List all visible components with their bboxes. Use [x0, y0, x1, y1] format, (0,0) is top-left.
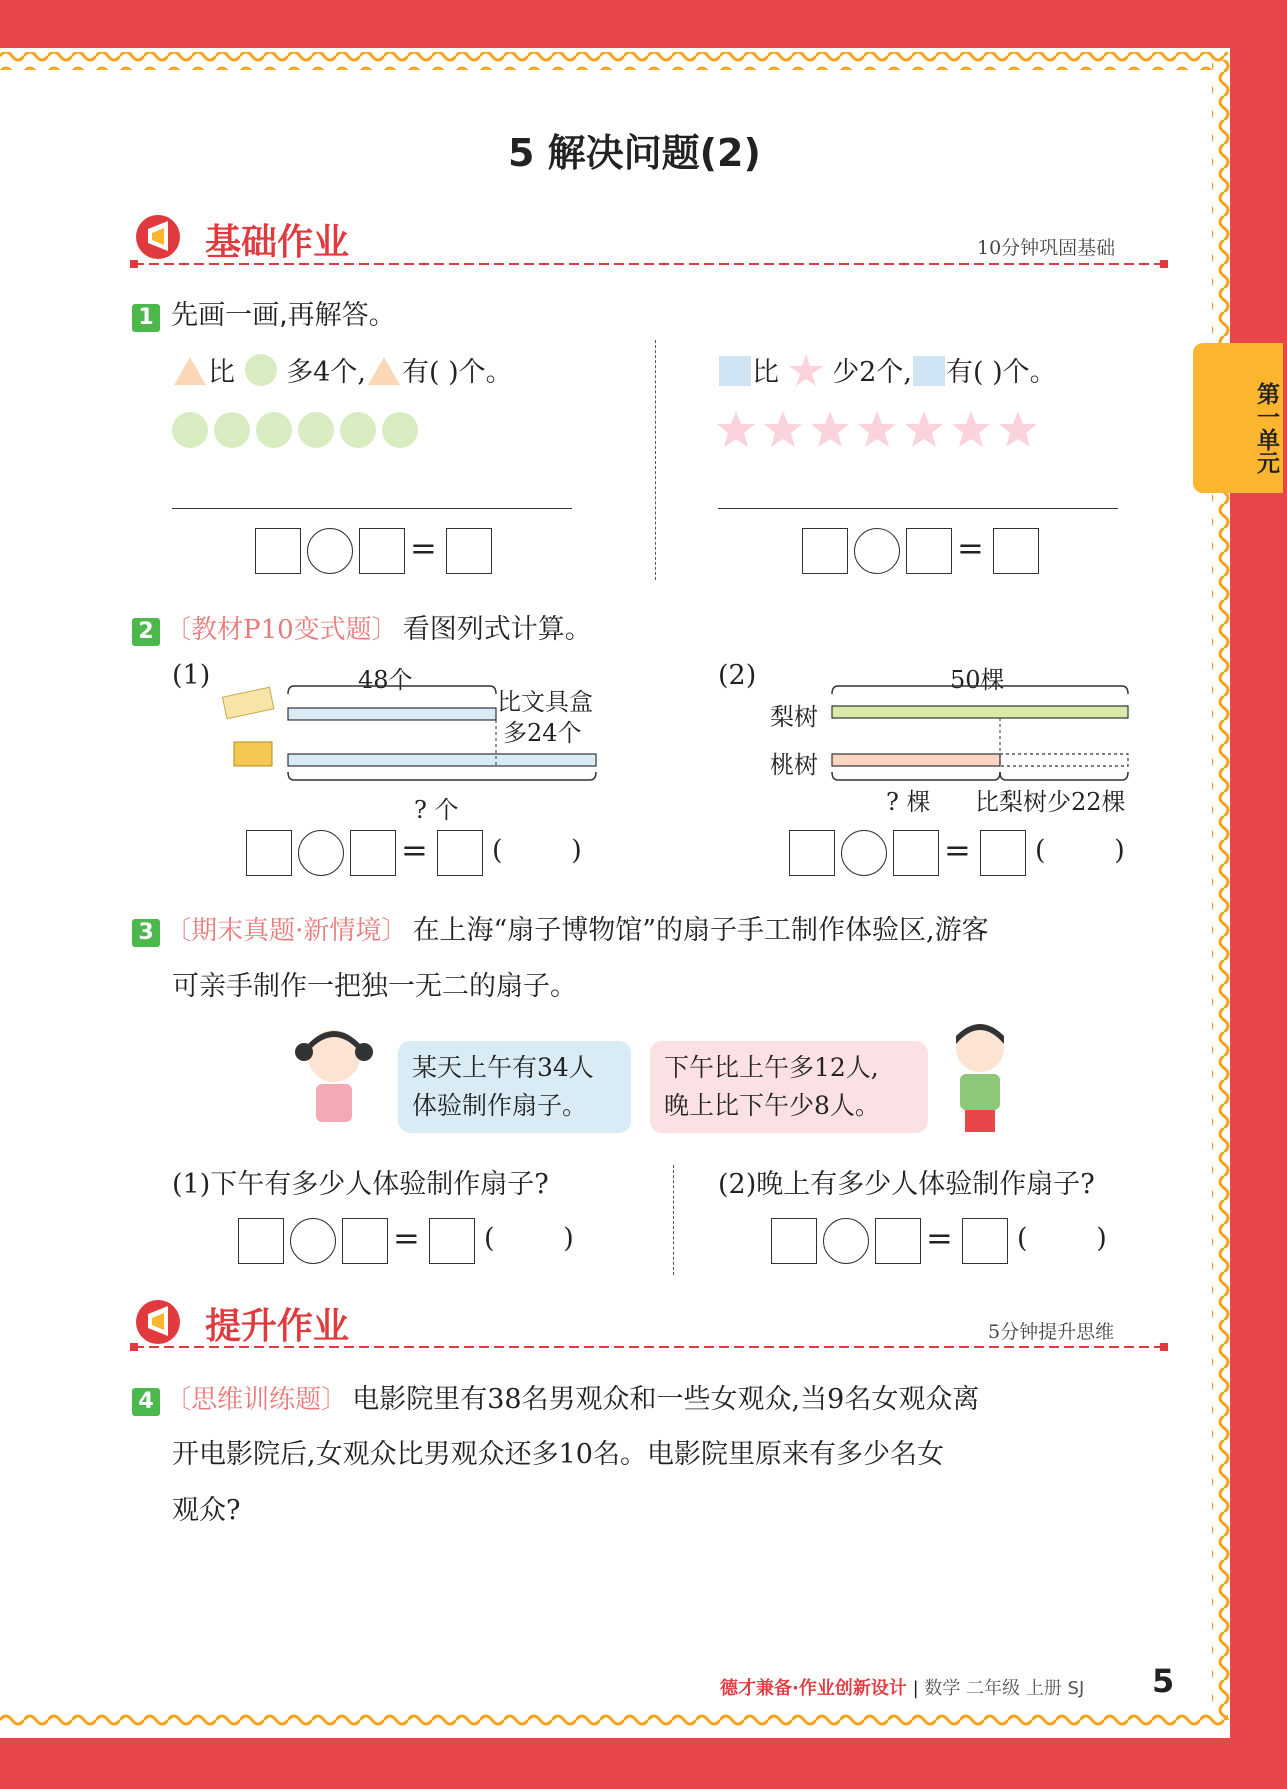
q3-tag: 〔期末真题·新情境〕 [165, 916, 408, 946]
answer-box[interactable] [238, 1218, 284, 1264]
answer-box[interactable] [893, 830, 939, 876]
square-icon [912, 355, 946, 387]
answer-box[interactable] [993, 528, 1039, 574]
answer-box[interactable] [255, 528, 301, 574]
sharpener-image [234, 742, 272, 766]
q2-part2-bottom-right: 比梨树少22棵 [975, 788, 1126, 816]
unit-tab: 第一单元 [1193, 343, 1283, 493]
q3-number: 3 [132, 919, 160, 947]
q2-tag: 〔教材P10变式题〕 [165, 615, 398, 645]
equals-sign: = [410, 529, 437, 567]
boy-illustration [945, 1018, 1015, 1138]
page-number: 5 [1152, 1662, 1175, 1700]
q1-right-drawing-line [718, 508, 1118, 509]
girl-illustration [290, 1022, 380, 1132]
bubble-right: 下午比上午多12人, 晚上比下午少8人。 [650, 1041, 928, 1133]
star-icon [788, 353, 824, 387]
q3-line2: 可亲手制作一把独一无二的扇子。 [172, 971, 577, 1002]
q2-part1-label: (1) [172, 660, 211, 691]
equals-sign: = [926, 1219, 953, 1257]
unit-paren[interactable]: ( ) [1035, 835, 1125, 866]
q4-line2: 开电影院后,女观众比男观众还多10名。电影院里原来有多少名女 [172, 1439, 944, 1470]
q1-prompt: 先画一画,再解答。 [171, 300, 396, 331]
operator-circle[interactable] [307, 528, 353, 574]
q1-left-statement: 比 多4个, 有( )个。 [172, 350, 513, 389]
q2-part2-label: (2) [718, 660, 757, 691]
bubble-left: 某天上午有34人 体验制作扇子。 [398, 1041, 631, 1133]
q2-part2-row2-label: 桃树 [770, 751, 818, 779]
star-shape [764, 411, 802, 447]
star-shape [999, 411, 1037, 447]
footer-info: 数学 二年级 上册 SJ [924, 1678, 1085, 1699]
q4-line1: 电影院里有38名男观众和一些女观众,当9名女观众离 [352, 1384, 980, 1415]
star-shape [905, 411, 943, 447]
section-divider [130, 258, 1170, 270]
q2-part1-side-2: 多24个 [503, 719, 582, 747]
answer-box[interactable] [350, 830, 396, 876]
operator-circle[interactable] [841, 830, 887, 876]
section-advanced-title: 提升作业 [205, 1306, 350, 1347]
operator-circle[interactable] [298, 830, 344, 876]
q2-part2-diagram [830, 680, 1130, 790]
q1-header [132, 293, 396, 332]
section-divider [130, 1341, 1170, 1353]
star-shape [952, 411, 990, 447]
circle-shape [256, 412, 292, 448]
circle-shape [382, 412, 418, 448]
circle-shape [298, 412, 334, 448]
answer-box[interactable] [342, 1218, 388, 1264]
section-advanced-subtitle: 5分钟提升思维 [988, 1321, 1115, 1343]
q1-divider [655, 340, 656, 580]
operator-circle[interactable] [290, 1218, 336, 1264]
q3-header [132, 908, 989, 947]
operator-circle[interactable] [854, 528, 900, 574]
footer-brand: 德才兼备·作业创新设计 [720, 1678, 907, 1699]
q3-sub1: (1)下午有多少人体验制作扇子? [172, 1169, 549, 1200]
triangle-icon [366, 355, 402, 387]
unit-paren[interactable]: ( ) [484, 1223, 574, 1254]
answer-box[interactable] [875, 1218, 921, 1264]
circle-shape [214, 412, 250, 448]
footer [720, 1674, 1084, 1700]
q3-divider [673, 1165, 674, 1275]
answer-box[interactable] [771, 1218, 817, 1264]
answer-box[interactable] [429, 1218, 475, 1264]
answer-box[interactable] [906, 528, 952, 574]
q3-line1: 在上海“扇子博物馆”的扇子手工制作体验区,游客 [412, 915, 989, 946]
square-icon [718, 355, 752, 387]
circle-icon [244, 353, 278, 387]
triangle-icon [172, 355, 208, 387]
answer-box[interactable] [246, 830, 292, 876]
equals-sign: = [401, 831, 428, 869]
star-shape [858, 411, 896, 447]
q2-part2-bottom-left: ? 棵 [886, 788, 931, 816]
q4-header [132, 1377, 979, 1416]
q2-number: 2 [132, 618, 160, 646]
answer-box[interactable] [802, 528, 848, 574]
page-title: 5 解决问题(2) [508, 131, 761, 175]
answer-box[interactable] [980, 830, 1026, 876]
pencil-box-image [222, 687, 274, 718]
footer-separator: | [912, 1678, 919, 1699]
q2-part2-row1-label: 梨树 [770, 703, 818, 731]
answer-box[interactable] [359, 528, 405, 574]
circle-shape [340, 412, 376, 448]
equals-sign: = [393, 1219, 420, 1257]
equals-sign: = [944, 831, 971, 869]
answer-box[interactable] [437, 830, 483, 876]
equals-sign: = [957, 529, 984, 567]
operator-circle[interactable] [823, 1218, 869, 1264]
q2-prompt: 看图列式计算。 [402, 614, 592, 645]
unit-paren[interactable]: ( ) [492, 835, 582, 866]
q1-left-drawing-line [172, 508, 572, 509]
section-basic-title: 基础作业 [205, 222, 350, 263]
q1-number: 1 [132, 304, 160, 332]
q3-sub2: (2)晚上有多少人体验制作扇子? [718, 1169, 1095, 1200]
q2-part1-side-1: 比文具盒 [497, 688, 593, 716]
q2-part1-bottom: ? 个 [414, 796, 459, 824]
answer-box[interactable] [789, 830, 835, 876]
q2-part2-top-label: 50棵 [950, 666, 1005, 694]
unit-paren[interactable]: ( ) [1017, 1223, 1107, 1254]
q1-circles-row [170, 410, 430, 450]
q4-line3: 观众? [172, 1495, 241, 1526]
q1-stars-row [716, 408, 1056, 452]
star-shape [717, 411, 755, 447]
q2-header [132, 607, 592, 646]
answer-box[interactable] [962, 1218, 1008, 1264]
section-basic-subtitle: 10分钟巩固基础 [977, 237, 1116, 259]
q2-part1-top-label: 48个 [358, 666, 413, 694]
q4-tag: 〔思维训练题〕 [165, 1385, 348, 1415]
circle-shape [172, 412, 208, 448]
q1-right-statement: 比 少2个, 有( )个。 [718, 350, 1057, 389]
q4-number: 4 [132, 1388, 160, 1416]
star-shape [811, 411, 849, 447]
answer-box[interactable] [446, 528, 492, 574]
